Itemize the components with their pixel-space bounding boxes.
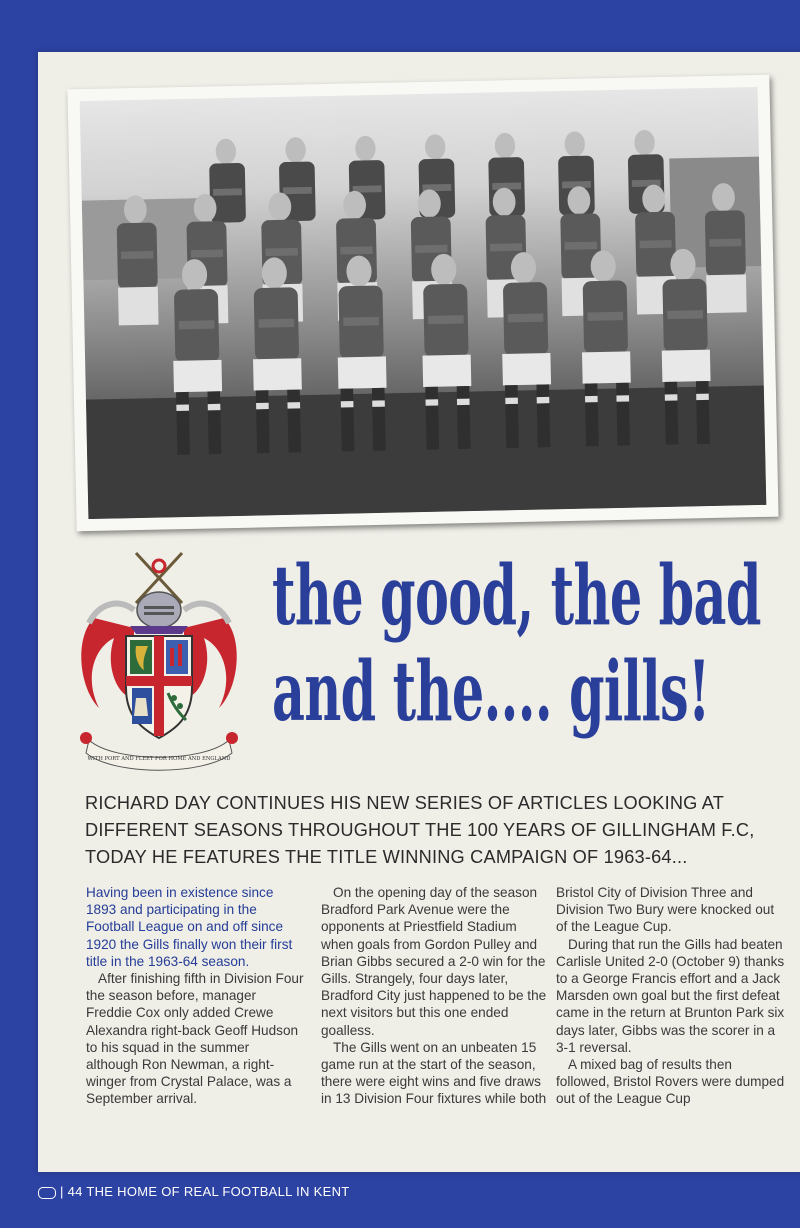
article-headline — [272, 548, 761, 740]
headline-line-1: the good, the bad — [272, 548, 761, 644]
article-column-1 — [86, 884, 304, 1108]
article-paragraph: During that run the Gills had beaten Carlisle United 2-0 (October 9) thanks to a George Francis effort and a Jack Marsden own goal but the first defeat came in the return at Brunton Park six days later, Gibbs was the scorer in a 3-1 reversal. — [556, 936, 785, 1055]
team-photo-illustration — [80, 87, 767, 519]
article-intro: Having been in existence since 1893 and participating in the Football League on and off since 1920 the Gills finally won their first title in the 1963-64 season. — [86, 885, 293, 969]
article-subheading: RICHARD DAY CONTINUES HIS NEW SERIES OF ARTICLES LOOKING AT DIFFERENT SEASONS THROUGHOUT THE 100 YEARS OF GILLINGHAM F.C, TODAY HE FEATURES THE TITLE WINNING CAMPAIGN OF 1963-64... — [85, 793, 755, 867]
article-paragraph: The Gills went on an unbeaten 15 game run at the start of the season, there were eight wins and five draws in 13 Division Four fixtures while both — [321, 1039, 547, 1107]
article-paragraph: Bristol City of Division Three and Division Two Bury were knocked out of the League Cup. — [556, 885, 775, 935]
team-photo-frame — [67, 75, 778, 532]
article-paragraph: After finishing fifth in Division Four the season before, manager Freddie Cox only added Crewe Alexandra right-back Geoff Hudson to his squad in the summer although Ron Newman, a right-winger from Crystal Palace, was a September arrival. — [86, 971, 304, 1107]
crest-motto: WITH PORT AND FLEET FOR HOME AND ENGLAND — [87, 756, 231, 762]
article-paragraph: A mixed bag of results then followed, Bristol Rovers were dumped out of the League Cup — [556, 1057, 785, 1107]
article-column-3 — [556, 884, 788, 1108]
headline-line-2: and the.... gills! — [272, 644, 710, 740]
article-column-2 — [321, 884, 547, 1108]
club-crest-icon — [74, 548, 244, 778]
club-logo-icon — [38, 1187, 56, 1199]
page-footer — [38, 1184, 350, 1199]
team-photo — [80, 87, 767, 519]
footer-text: | 44 THE HOME OF REAL FOOTBALL IN KENT — [60, 1184, 350, 1199]
article-paragraph: On the opening day of the season Bradford Park Avenue were the opponents at Priestfield Stadium when goals from Gordon Pulley and Brian Gibbs secured a 2-0 win for the Gills. Strangely, four days later, Bradford City just happened to be the next visitors but this one ended goalless. — [321, 885, 547, 1038]
